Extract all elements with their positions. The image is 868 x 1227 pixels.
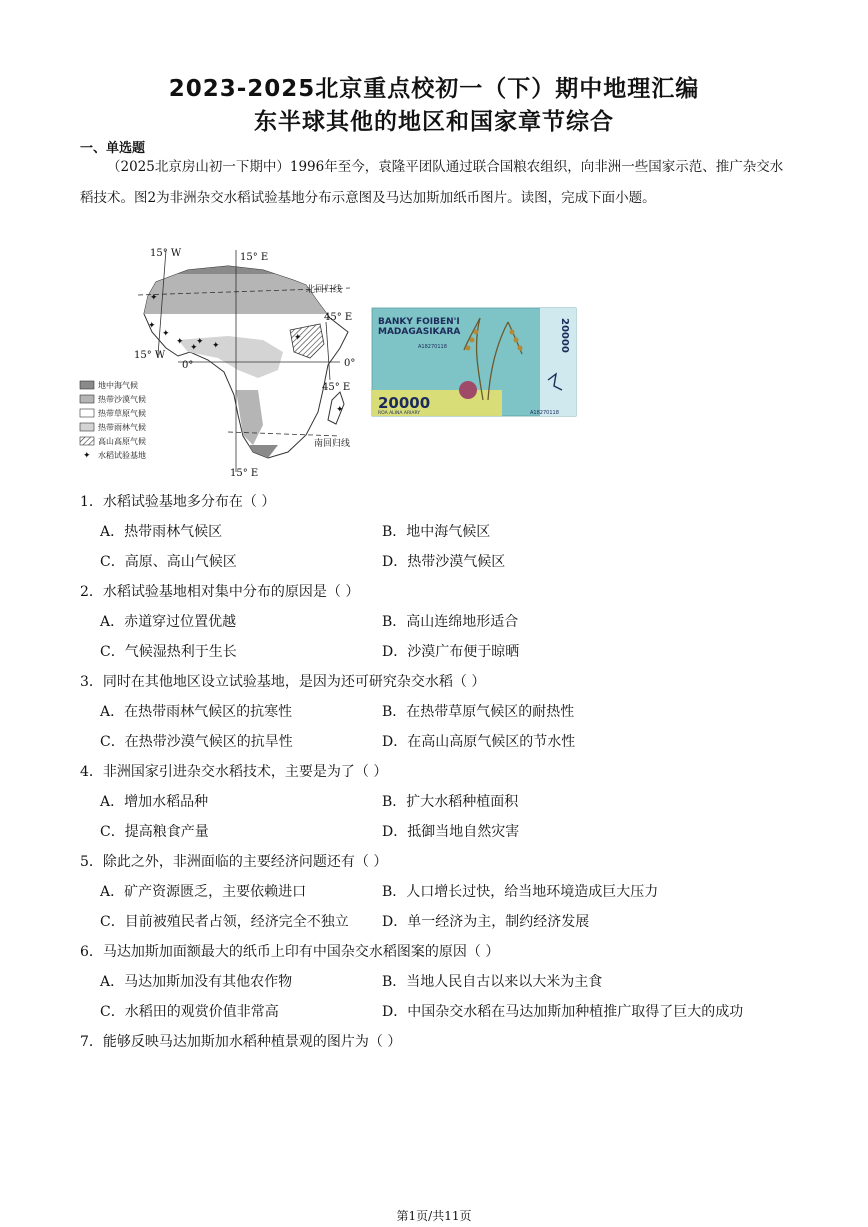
label-15w-top: 15° W xyxy=(150,248,182,259)
q3-option-b[interactable]: B．在热带草原气候区的耐热性 xyxy=(382,704,575,720)
q4-option-a[interactable]: A．增加水稻品种 xyxy=(100,794,209,810)
rice-site-marker: ✦ xyxy=(294,333,302,343)
q5-option-c[interactable]: C．目前被殖民者占领，经济完全不独立 xyxy=(100,914,349,930)
q2-option-a[interactable]: A．赤道穿过位置优越 xyxy=(100,614,237,630)
banknote xyxy=(372,308,576,416)
q6-option-b[interactable]: B．当地人民自古以来以大米为主食 xyxy=(382,974,603,990)
banknote-serial-bottom: A18270118 xyxy=(530,410,559,416)
rice-site-marker: ✦ xyxy=(148,321,156,331)
banknote-bank: BANKY FOIBEN'I xyxy=(378,317,460,327)
banknote-side-value: 20000 xyxy=(559,318,570,353)
q2-option-c[interactable]: C．气候湿热利于生长 xyxy=(100,644,237,660)
banknote-value-words: ROA ALINA ARIARY xyxy=(378,411,421,416)
question-4-stem: 4．非洲国家引进杂交水稻技术，主要是为了（ ） xyxy=(80,764,388,780)
label-tropic-cancer: 北回归线 xyxy=(306,285,343,295)
label-45e-bottom: 45° E xyxy=(322,382,351,393)
document-title-line2: 东半球其他的地区和国家章节综合 xyxy=(254,109,614,135)
section-heading: 一、单选题 xyxy=(80,141,146,156)
map-legend xyxy=(80,380,146,461)
rice-site-marker: ✦ xyxy=(336,405,344,415)
rice-site-marker: ✦ xyxy=(162,329,170,339)
q2-option-d[interactable]: D．沙漠广布便于晾晒 xyxy=(382,644,520,660)
question-7-stem: 7．能够反映马达加斯加水稻种植景观的图片为（ ） xyxy=(80,1034,402,1050)
q3-option-a[interactable]: A．在热带雨林气候区的抗寒性 xyxy=(100,704,293,720)
legend-desert: 热带沙漠气候 xyxy=(98,395,146,404)
banknote-country: MADAGASIKARA xyxy=(378,327,461,337)
q1-option-a[interactable]: A．热带雨林气候区 xyxy=(100,524,223,540)
rice-site-marker: ✦ xyxy=(196,337,204,347)
question-5-stem: 5．除此之外，非洲面临的主要经济问题还有（ ） xyxy=(80,854,388,870)
q4-option-c[interactable]: C．提高粮食产量 xyxy=(100,824,209,840)
label-15e-bottom: 15° E xyxy=(230,468,259,479)
page-footer: 第1页/共11页 xyxy=(396,1209,472,1223)
legend-mediterranean: 地中海气候 xyxy=(98,381,138,390)
question-1-stem: 1．水稻试验基地多分布在（ ） xyxy=(80,494,276,510)
banknote-serial: A18270118 xyxy=(418,344,447,350)
legend-rainforest: 热带雨林气候 xyxy=(98,423,146,432)
rice-site-marker: ✦ xyxy=(150,293,158,303)
q1-option-c[interactable]: C．高原、高山气候区 xyxy=(100,554,237,570)
question-6-stem: 6．马达加斯加面额最大的纸币上印有中国杂交水稻图案的原因（ ） xyxy=(80,944,500,960)
legend-rice-site: 水稻试验基地 xyxy=(98,451,146,460)
label-0-right: 0° xyxy=(344,358,356,369)
intro-paragraph: （2025北京房山初一下期中）1996年至今，袁隆平团队通过联合国粮农组织，向非洲一些国家示范、推广杂交水稻技术。图2为非洲杂交水稻试验基地分布示意图及马达加斯加纸币图片。读图，完成下面小题。 xyxy=(80,159,784,206)
rice-site-marker: ✦ xyxy=(212,341,220,351)
banknote-value: 20000 xyxy=(378,394,431,412)
label-15w-mid: 15° W xyxy=(134,350,166,361)
q6-option-c[interactable]: C．水稻田的观赏价值非常高 xyxy=(100,1004,279,1020)
q1-option-b[interactable]: B．地中海气候区 xyxy=(382,524,491,540)
q5-option-a[interactable]: A．矿产资源匮乏，主要依赖进口 xyxy=(100,884,307,900)
q4-option-d[interactable]: D．抵御当地自然灾害 xyxy=(382,824,520,840)
label-0-left: 0° xyxy=(182,360,194,371)
question-2-stem: 2．水稻试验基地相对集中分布的原因是（ ） xyxy=(80,584,360,600)
rice-site-marker: ✦ xyxy=(176,337,184,347)
legend-highland: 高山高原气候 xyxy=(98,437,146,446)
document-title-line1: 2023-2025北京重点校初一（下）期中地理汇编 xyxy=(168,76,700,102)
q2-option-b[interactable]: B．高山连绵地形适合 xyxy=(382,614,519,630)
label-tropic-capricorn: 南回归线 xyxy=(314,439,351,449)
label-45e-top: 45° E xyxy=(324,312,353,323)
label-15e-top: 15° E xyxy=(240,252,269,263)
q3-option-d[interactable]: D．在高山高原气候区的节水性 xyxy=(382,734,576,750)
legend-savanna: 热带草原气候 xyxy=(98,409,146,418)
q6-option-d[interactable]: D．中国杂交水稻在马达加斯加种植推广取得了巨大的成功 xyxy=(382,1004,744,1020)
banknote-seal xyxy=(459,381,477,399)
q1-option-d[interactable]: D．热带沙漠气候区 xyxy=(382,554,506,570)
question-3-stem: 3．同时在其他地区设立试验基地，是因为还可研究杂交水稻（ ） xyxy=(80,674,486,690)
q5-option-d[interactable]: D．单一经济为主，制约经济发展 xyxy=(382,914,590,930)
zone-mediterranean xyxy=(138,264,353,274)
q4-option-b[interactable]: B．扩大水稻种植面积 xyxy=(382,794,519,810)
rice-site-marker: ✦ xyxy=(190,343,198,353)
svg-text:✦: ✦ xyxy=(83,451,91,461)
q3-option-c[interactable]: C．在热带沙漠气候区的抗旱性 xyxy=(100,734,293,750)
figure xyxy=(78,240,578,482)
q6-option-a[interactable]: A．马达加斯加没有其他农作物 xyxy=(100,974,293,990)
q5-option-b[interactable]: B．人口增长过快，给当地环境造成巨大压力 xyxy=(382,884,659,900)
